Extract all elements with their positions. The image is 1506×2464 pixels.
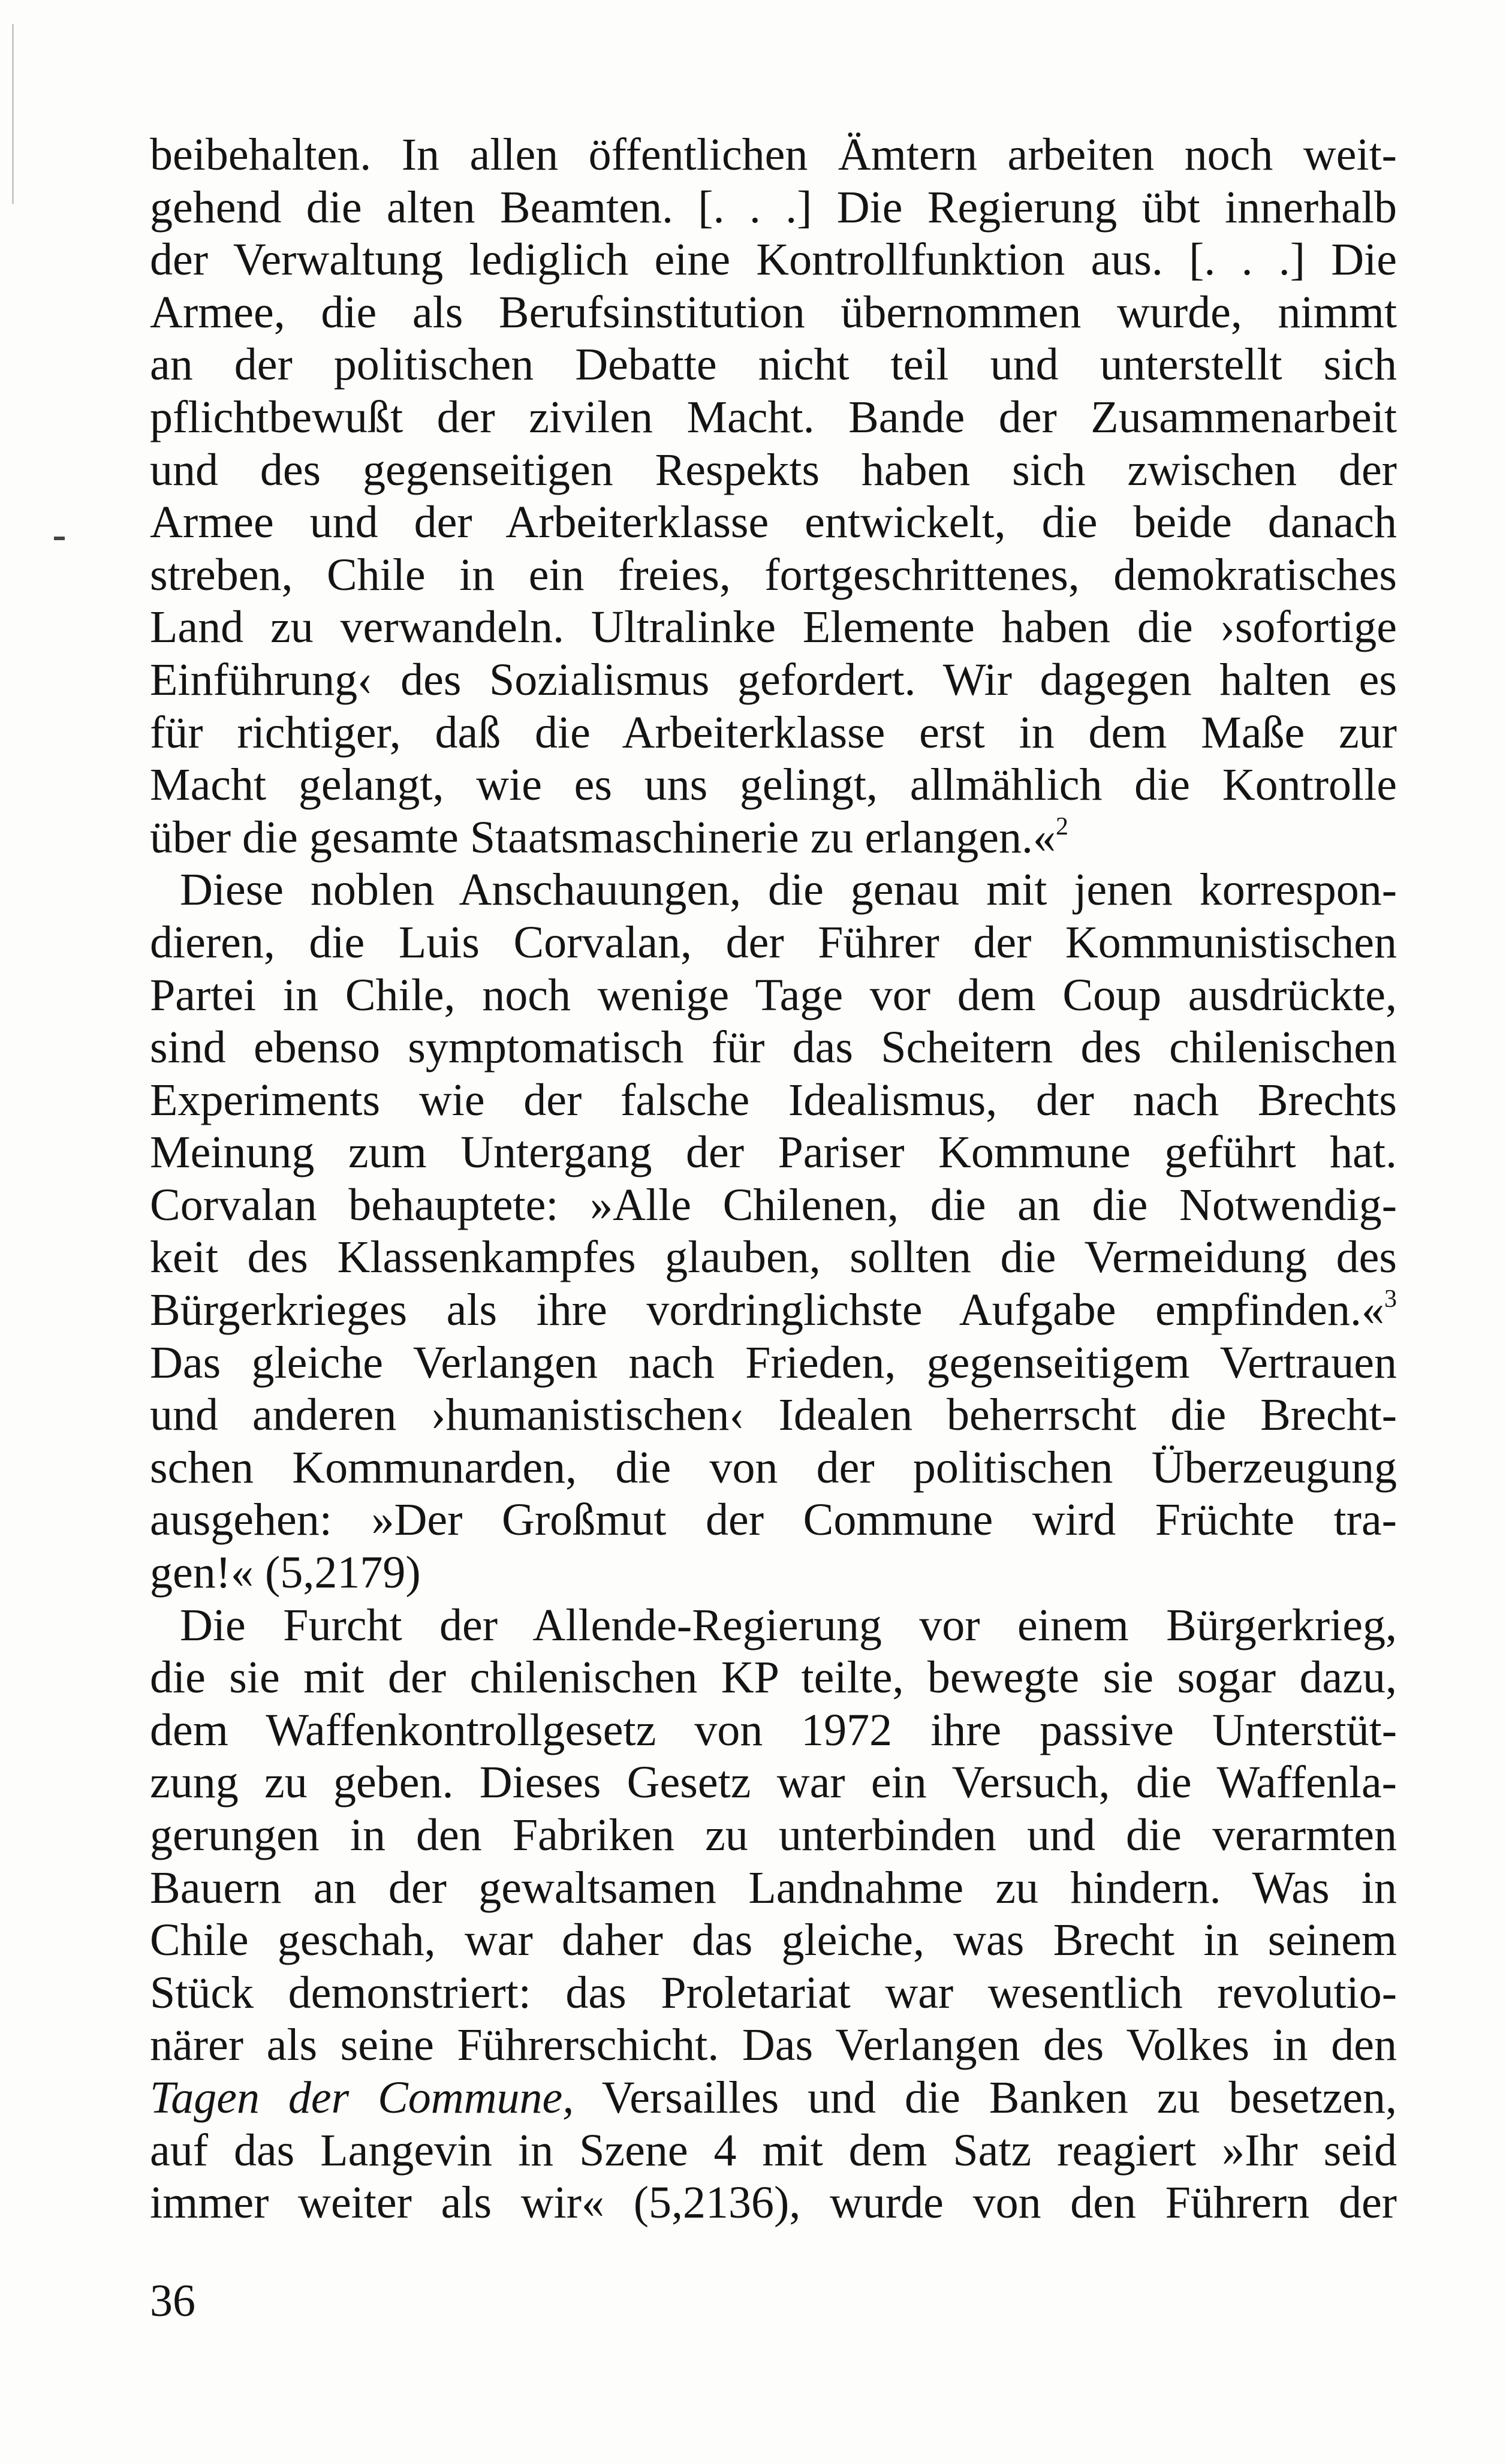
text-line: Armee und der Arbeiterklasse entwickelt, die beide danach	[150, 497, 1397, 548]
text-line: Die Furcht der Allende-Regierung vor einem Bürgerkrieg,	[180, 1600, 1397, 1650]
line-text: Versailles und die Banken zu besetzen,	[574, 2072, 1397, 2123]
text-line: Corvalan behauptete: »Alle Chilenen, die an die Notwendig-	[150, 1179, 1397, 1230]
text-line: an der politischen Debatte nicht teil und unterstellt sich	[150, 339, 1397, 390]
line-text: über die gesamte Staatsmaschinerie zu erlangen.«	[150, 812, 1056, 863]
text-line: Land zu verwandeln. Ultralinke Elemente haben die ›sofortige	[150, 602, 1397, 653]
text-line: ausgehen: »Der Großmut der Commune wird Früchte tra-	[150, 1495, 1397, 1546]
footnote-ref: 2	[1055, 812, 1068, 841]
line-text: Bürgerkrieges als ihre vordringlichste Aufgabe empfinden.«	[150, 1285, 1384, 1336]
text-line: Macht gelangt, wie es uns gelingt, allmählich die Kontrolle	[150, 760, 1397, 811]
text-line	[150, 1284, 1397, 1337]
text-line: die sie mit der chilenischen KP teilte, bewegte sie sogar dazu,	[150, 1652, 1397, 1703]
book-title-italic: Tagen der Commune,	[150, 2072, 574, 2123]
text-line: Einführung‹ des Sozialismus gefordert. Wir dagegen halten es	[150, 654, 1397, 705]
text-line: Diese noblen Anschauungen, die genau mit jenen korrespon-	[180, 864, 1397, 915]
text-line	[150, 2072, 1397, 2125]
text-line: beibehalten. In allen öffentlichen Ämtern arbeiten noch weit-	[150, 129, 1397, 180]
text-line: Das gleiche Verlangen nach Frieden, gegenseitigem Vertrauen	[150, 1337, 1397, 1388]
text-line: keit des Klassenkampfes glauben, sollten die Vermeidung des	[150, 1232, 1397, 1283]
text-line: zung zu geben. Dieses Gesetz war ein Versuch, die Waffenla-	[150, 1757, 1397, 1808]
text-line: pflichtbewußt der zivilen Macht. Bande der Zusammenarbeit	[150, 391, 1397, 442]
text-line: streben, Chile in ein freies, fortgeschrittenes, demokratisches	[150, 549, 1397, 600]
text-line: für richtiger, daß die Arbeiterklasse erst in dem Maße zur	[150, 707, 1397, 758]
text-line: schen Kommunarden, die von der politischen Überzeugung	[150, 1442, 1397, 1493]
text-line: sind ebenso symptomatisch für das Scheitern des chilenischen	[150, 1022, 1397, 1073]
text-line: auf das Langevin in Szene 4 mit dem Satz reagiert »Ihr seid	[150, 2125, 1397, 2176]
text-line: dieren, die Luis Corvalan, der Führer der Kommunistischen	[150, 917, 1397, 968]
text-line: Armee, die als Berufsinstitution übernommen wurde, nimmt	[150, 287, 1397, 338]
text-line: Stück demonstriert: das Proletariat war wesentlich revolutio-	[150, 1967, 1397, 2018]
text-line: Meinung zum Untergang der Pariser Kommune geführt hat.	[150, 1127, 1397, 1178]
text-line: der Verwaltung lediglich eine Kontrollfunktion aus. [. . .] Die	[150, 234, 1397, 285]
text-line: dem Waffenkontrollgesetz von 1972 ihre passive Unterstüt-	[150, 1704, 1397, 1755]
footnote-ref: 3	[1384, 1285, 1397, 1314]
text-line: und anderen ›humanistischen‹ Idealen beherrscht die Brecht-	[150, 1390, 1397, 1441]
text-line: gen!« (5,2179)	[150, 1547, 421, 1598]
text-line: gerungen in den Fabriken zu unterbinden und die verarmten	[150, 1810, 1397, 1860]
margin-mark	[54, 537, 65, 540]
text-line: immer weiter als wir« (5,2136), wurde von den Führern der	[150, 2177, 1397, 2228]
text-line: Bauern an der gewaltsamen Landnahme zu hindern. Was in	[150, 1862, 1397, 1913]
text-line: gehend die alten Beamten. [. . .] Die Regierung übt innerhalb	[150, 182, 1397, 233]
text-line: und des gegenseitigen Respekts haben sich zwischen der	[150, 444, 1397, 495]
gutter-line	[12, 24, 14, 204]
text-line: Partei in Chile, noch wenige Tage vor dem Coup ausdrückte,	[150, 969, 1397, 1020]
text-line	[150, 812, 1397, 864]
text-line: Experiments wie der falsche Idealismus, der nach Brechts	[150, 1074, 1397, 1125]
text-line: Chile geschah, war daher das gleiche, was Brecht in seinem	[150, 1915, 1397, 1966]
body-text	[150, 129, 1397, 2230]
text-line: närer als seine Führerschicht. Das Verlangen des Volkes in den	[150, 2020, 1397, 2071]
page-number: 36	[150, 2276, 195, 2326]
